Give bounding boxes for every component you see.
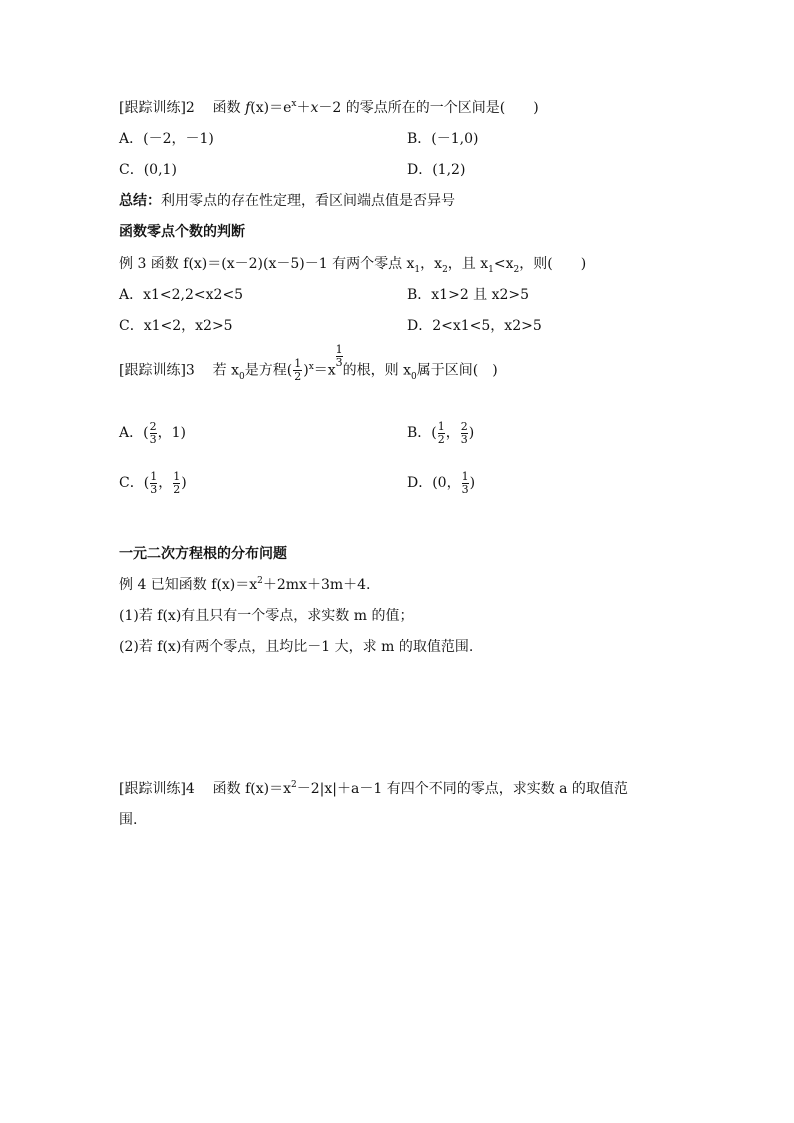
exercise-2-question: [119, 99, 539, 119]
option-label: A．(: [119, 425, 149, 441]
example-4-stem: 例 4 已知函数 f(x)＝x: [119, 577, 258, 593]
text-part: ，则( ): [519, 256, 587, 272]
example-3-stem: 例 3 函数 f(x)＝(x－2)(x－5)－1 有两个零点 x: [119, 256, 415, 272]
text-part: ): [181, 475, 187, 491]
equation-part: ＋: [296, 100, 311, 116]
text-part: <x: [493, 256, 514, 272]
subscript: 0: [411, 371, 417, 382]
subscript: 1: [414, 265, 421, 275]
option-c: C．(0,1): [119, 162, 177, 178]
numerator: 1: [173, 469, 181, 483]
text-part: ，且 x: [447, 256, 489, 272]
equation-part: ＝e: [269, 100, 292, 116]
text-part: 函数 f(x)＝x: [212, 781, 292, 797]
superscript: 2: [291, 780, 297, 790]
text-part: 属于区间( ): [416, 362, 498, 379]
option-c: C．x1<2，x2>5: [119, 318, 233, 334]
text-part: 是方程(: [244, 362, 293, 379]
option-label: C．(: [119, 475, 150, 491]
text-part: ): [468, 425, 475, 441]
example-4-part-2: (2)若 f(x)有两个零点，且均比－1 大，求 m 的取值范围.: [119, 639, 474, 655]
exponent-fraction: [336, 344, 343, 369]
exercise-4-continuation: 围.: [119, 812, 138, 828]
exercise-4-tag: [跟踪训练]4: [119, 781, 195, 797]
text-part: ＝x: [313, 362, 336, 379]
superscript: 2: [257, 576, 263, 586]
fraction: [462, 471, 469, 496]
option-d: D．(1,2): [407, 162, 466, 178]
function-name: f: [245, 100, 251, 116]
denominator: 3: [335, 356, 343, 369]
subscript: 2: [513, 265, 520, 275]
example-4-part-1: (1)若 f(x)有且只有一个零点，求实数 m 的值；: [119, 608, 414, 624]
numerator: 2: [460, 419, 468, 433]
option-d: D．2<x1<5，x2>5: [407, 318, 542, 334]
numerator: 1: [150, 469, 158, 483]
fraction: [461, 421, 468, 446]
summary-line: [119, 192, 455, 210]
example-3-question: [119, 255, 586, 275]
option-d: [407, 468, 475, 498]
option-label: D．(0，: [407, 475, 461, 491]
fraction: [150, 471, 157, 496]
exercise-4-question: [119, 780, 628, 800]
option-label: B．(: [407, 425, 437, 441]
numerator: 1: [335, 343, 343, 356]
fraction: [293, 358, 302, 383]
option-b: [407, 418, 474, 448]
option-b: B．(－1,0): [407, 131, 479, 147]
text-part: ，x: [420, 256, 443, 272]
exercise-3-question: [119, 343, 498, 385]
text-part: ): [303, 362, 309, 379]
fraction: [173, 471, 180, 496]
separator: ，: [445, 425, 460, 441]
denominator: 2: [294, 370, 302, 383]
denominator: 3: [149, 432, 157, 446]
numerator: 1: [461, 469, 469, 483]
text-part: 若 x: [212, 362, 240, 379]
question-text: 函数: [212, 100, 241, 116]
fraction: [438, 421, 445, 446]
exponent: x: [291, 99, 297, 109]
text-part: ＋2mx＋3m＋4.: [262, 577, 371, 593]
numerator: 1: [437, 419, 445, 433]
subscript: 2: [442, 265, 448, 275]
fraction: [150, 421, 157, 446]
section-title: 一元二次方程根的分布问题: [119, 546, 287, 562]
option-a: [119, 418, 186, 448]
denominator: 2: [437, 432, 445, 446]
option-a: A．(－2，－1): [119, 131, 214, 147]
denominator: 3: [461, 482, 469, 496]
variable: x: [310, 100, 319, 116]
separator: ，: [158, 475, 173, 491]
exponent: x: [308, 361, 314, 372]
question-tail: －2 的零点所在的一个区间是( ): [318, 100, 539, 116]
exercise-3-tag: [跟踪训练]3: [119, 362, 195, 379]
option-a: A．x1<2,2<x2<5: [119, 287, 244, 303]
numerator: 2: [149, 419, 157, 433]
denominator: 3: [460, 432, 468, 446]
summary-label: 总结：: [119, 193, 161, 209]
text-part: ): [469, 475, 476, 491]
option-c: [119, 468, 187, 498]
section-title: 函数零点个数的判断: [119, 224, 245, 240]
text-part: ，1): [157, 425, 186, 441]
text-part: 的根，则 x: [342, 362, 412, 379]
summary-text: 利用零点的存在性定理，看区间端点值是否异号: [161, 193, 455, 209]
denominator: 2: [173, 482, 181, 496]
option-b: B．x1>2 且 x2>5: [407, 287, 530, 303]
text-part: －2|x|＋a－1 有四个不同的零点，求实数 a 的取值范: [296, 781, 628, 797]
subscript: 1: [488, 265, 494, 275]
function-arg: (x): [250, 100, 270, 116]
example-4-question: [119, 576, 371, 596]
denominator: 3: [150, 482, 158, 496]
numerator: 1: [294, 357, 302, 370]
subscript: 0: [239, 371, 245, 382]
exercise-2-tag: [跟踪训练]2: [119, 100, 195, 116]
